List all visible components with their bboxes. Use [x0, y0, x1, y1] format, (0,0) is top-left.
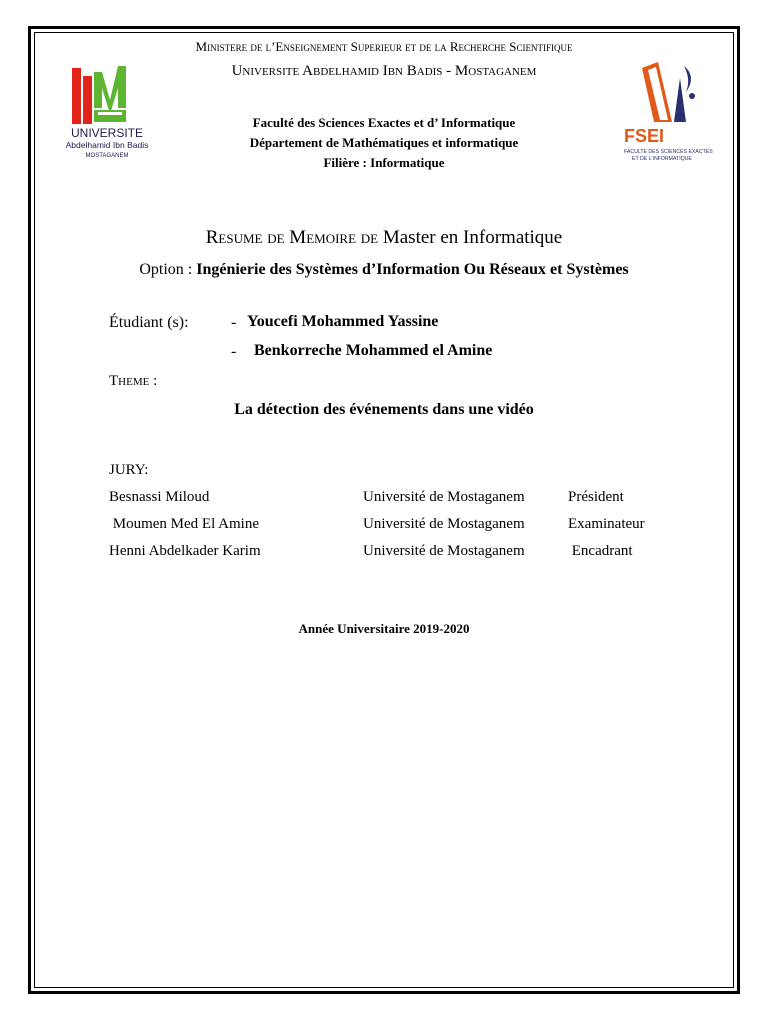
svg-text:UNIVERSITE: UNIVERSITE: [70, 126, 144, 140]
jury-2-name: Moumen Med El Amine: [109, 516, 259, 532]
svg-text:FACULTE DES SCIENCES EXACTES: FACULTE DES SCIENCES EXACTES: [624, 149, 713, 155]
svg-text:MOSTAGANEM: MOSTAGANEM: [85, 153, 129, 159]
university-logo-icon: [52, 62, 162, 172]
master-label: Master en Informatique: [382, 227, 563, 248]
theme-label: Theme :: [109, 373, 158, 389]
resume-title: [0, 227, 768, 249]
student-1-dash: -: [231, 314, 237, 331]
jury-2-role: Examinateur: [568, 516, 645, 532]
filiere-line: Filière : Informatique: [323, 155, 445, 170]
jury-1-name: Besnassi Miloud: [109, 489, 210, 505]
university-logo: [52, 62, 162, 172]
faculty-line: Faculté des Sciences Exactes et d’ Informatique: [252, 115, 516, 130]
svg-text:Abdelhamid Ibn Badis: Abdelhamid Ibn Badis: [65, 140, 149, 150]
student-2-name: Benkorreche Mohammed el Amine: [254, 342, 493, 359]
option-alt: Ou Réseaux et Systèmes: [463, 261, 629, 278]
option-line: [0, 261, 768, 279]
jury-3-name: Henni Abdelkader Karim: [109, 543, 261, 559]
svg-text:ET DE L'INFORMATIQUE: ET DE L'INFORMATIQUE: [632, 156, 692, 162]
resume-label: Resume de Memoire de: [205, 227, 379, 248]
option-label: Option :: [139, 261, 193, 278]
fsei-logo-icon: [618, 60, 724, 164]
academic-year: Année Universitaire 2019-2020: [298, 621, 470, 636]
svg-text:FSEI: FSEI: [624, 126, 665, 146]
faculty-logo: [618, 60, 724, 164]
jury-3-institution: Université de Mostaganem: [363, 543, 525, 559]
theme-title: La détection des événements dans une vidéo: [234, 401, 534, 418]
jury-3-role: Encadrant: [568, 543, 633, 559]
jury-label: JURY:: [109, 462, 149, 478]
page-border-inner: [34, 32, 734, 988]
student-2-dash: -: [231, 343, 237, 360]
jury-1-institution: Université de Mostaganem: [363, 489, 525, 505]
jury-2-institution: Université de Mostaganem: [363, 516, 525, 532]
department-line: Département de Mathématiques et informatique: [249, 135, 519, 150]
option-value: Ingénierie des Systèmes d’Information: [196, 261, 460, 278]
ministry-line: Ministere de l’Enseignement Superieur et de la Recherche Scientifique: [195, 39, 573, 54]
student-1-name: Youcefi Mohammed Yassine: [247, 313, 439, 330]
jury-1-role: Président: [568, 489, 624, 505]
university-line: Universite Abdelhamid Ibn Badis - Mostaganem: [231, 63, 537, 79]
students-label: Étudiant (s):: [109, 314, 189, 331]
